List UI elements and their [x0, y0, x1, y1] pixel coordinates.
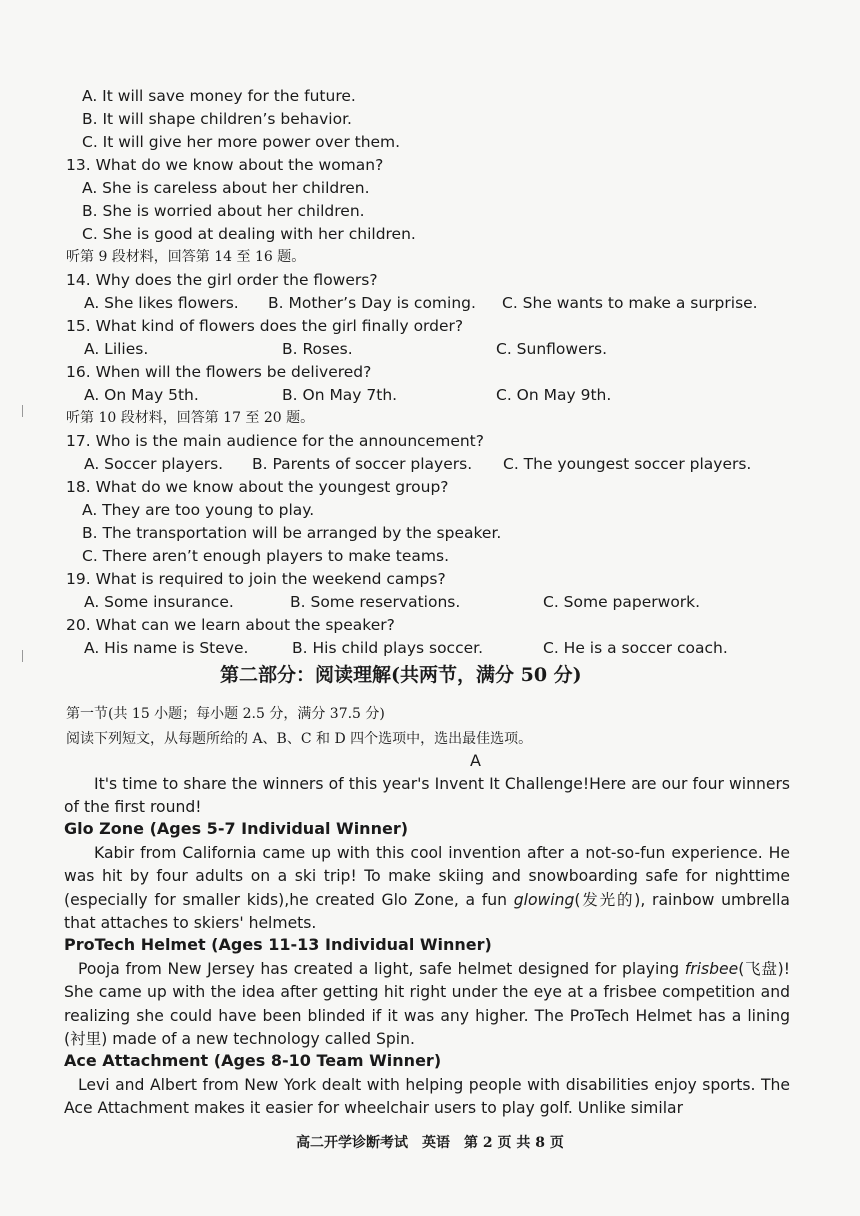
passage-letter: A	[470, 751, 481, 770]
q19-stem: 19. What is required to join the weekend camps?	[66, 570, 446, 588]
section-note-10: 听第 10 段材料，回答第 17 至 20 题。	[66, 410, 315, 426]
heading-ace-attachment: Ace Attachment (Ages 8-10 Team Winner)	[64, 1051, 442, 1070]
q18-option-b: B. The transportation will be arranged by the speaker.	[82, 524, 502, 542]
q16-stem: 16. When will the flowers be delivered?	[66, 363, 372, 381]
q17-option-c: C. The youngest soccer players.	[503, 455, 752, 473]
passage-intro	[64, 773, 790, 820]
q15-option-b: B. Roses.	[282, 340, 353, 358]
reading-instruction: 阅读下列短文，从每题所给的 A、B、C 和 D 四个选项中，选出最佳选项。	[66, 731, 533, 747]
margin-mark	[22, 405, 23, 417]
q14-stem: 14. Why does the girl order the flowers?	[66, 271, 378, 289]
paragraph-ace-attachment	[64, 1074, 790, 1121]
protech-italic: frisbee	[684, 960, 739, 978]
margin-mark	[22, 650, 23, 662]
glo-zone-text: Kabir from California came up with this cool invention after a not-so-fun experience. He was hit by four adults on a ski trip! To make skiing and snowboarding safe for nighttime (especially for smaller kids),he created Glo Zone, a fun	[64, 844, 790, 909]
q14-option-c: C. She wants to make a surprise.	[502, 294, 758, 312]
heading-protech-helmet: ProTech Helmet (Ages 11-13 Individual Winner)	[64, 935, 492, 954]
q18-option-a: A. They are too young to play.	[82, 501, 315, 519]
q13-stem: 13. What do we know about the woman?	[66, 156, 384, 174]
q19-option-b: B. Some reservations.	[290, 593, 461, 611]
q13-option-c: C. She is good at dealing with her children.	[82, 225, 416, 243]
q20-option-a: A. His name is Steve.	[84, 639, 249, 657]
q16-option-a: A. On May 5th.	[84, 386, 199, 404]
section1-heading: 第一节(共 15 小题；每小题 2.5 分，满分 37.5 分)	[66, 706, 385, 722]
heading-glo-zone: Glo Zone (Ages 5-7 Individual Winner)	[64, 819, 409, 838]
q16-option-b: B. On May 7th.	[282, 386, 398, 404]
q17-stem: 17. Who is the main audience for the announcement?	[66, 432, 484, 450]
q17-option-b: B. Parents of soccer players.	[252, 455, 473, 473]
q18-stem: 18. What do we know about the youngest group?	[66, 478, 449, 496]
q13-option-a: A. She is careless about her children.	[82, 179, 370, 197]
q15-stem: 15. What kind of flowers does the girl finally order?	[66, 317, 464, 335]
q12-option-b: B. It will shape children’s behavior.	[82, 110, 352, 128]
q15-option-c: C. Sunflowers.	[496, 340, 607, 358]
q12-option-a: A. It will save money for the future.	[82, 87, 356, 105]
glo-zone-italic: glowing	[513, 890, 575, 909]
q15-option-a: A. Lilies.	[84, 340, 149, 358]
passage-intro-text: It's time to share the winners of this year's Invent It Challenge!Here are our four winners of the first round!	[64, 775, 790, 817]
q20-stem: 20. What can we learn about the speaker?	[66, 616, 395, 634]
q13-option-b: B. She is worried about her children.	[82, 202, 365, 220]
q14-option-a: A. She likes flowers.	[84, 294, 239, 312]
part2-heading: 第二部分：阅读理解(共两节，满分 50 分)	[220, 664, 582, 686]
q16-option-c: C. On May 9th.	[496, 386, 612, 404]
protech-text-end: (飞盘)! She came up with the idea after getting hit right under the eye at a frisbee competition and realizing she could have been blinded if it was any higher. The ProTech Helmet has a lining (衬里) made of a new technology called Spin.	[64, 960, 791, 1048]
q14-option-b: B. Mother’s Day is coming.	[268, 294, 476, 312]
section-note-9: 听第 9 段材料，回答第 14 至 16 题。	[66, 249, 306, 265]
page-footer: 高二开学诊断考试 英语 第 2 页 共 8 页	[296, 1135, 564, 1151]
q19-option-a: A. Some insurance.	[84, 593, 234, 611]
paragraph-protech-helmet	[64, 958, 790, 1051]
glo-zone-text-end: (发光的), rainbow umbrella that attaches to skiers' helmets.	[64, 890, 790, 932]
protech-text: Pooja from New Jersey has created a light, safe helmet designed for playing	[78, 960, 685, 978]
paragraph-glo-zone	[64, 842, 790, 935]
q12-option-c: C. It will give her more power over them.	[82, 133, 401, 151]
q17-option-a: A. Soccer players.	[84, 455, 224, 473]
q19-option-c: C. Some paperwork.	[543, 593, 701, 611]
ace-text: Levi and Albert from New York dealt with helping people with disabilities enjoy sports. The Ace Attachment makes it easier for wheelchair users to play golf. Unlike similar	[64, 1076, 790, 1118]
q20-option-b: B. His child plays soccer.	[292, 639, 484, 657]
q20-option-c: C. He is a soccer coach.	[543, 639, 728, 657]
q18-option-c: C. There aren’t enough players to make teams.	[82, 547, 449, 565]
